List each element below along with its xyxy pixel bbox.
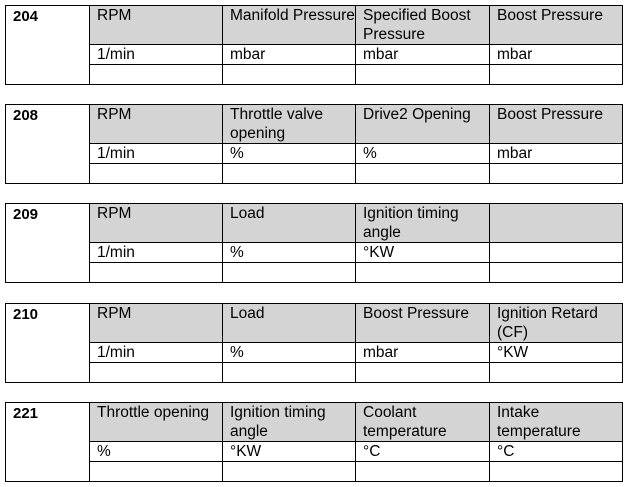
header-cell: Manifold Pressure bbox=[223, 6, 356, 45]
header-row bbox=[6, 204, 623, 243]
value-cell bbox=[223, 65, 356, 85]
header-cell: Boost Pressure bbox=[356, 304, 490, 343]
unit-row bbox=[6, 343, 623, 363]
measurement-group-table bbox=[5, 303, 623, 383]
unit-cell: 1/min bbox=[90, 243, 223, 263]
unit-cell bbox=[490, 243, 623, 263]
unit-cell: % bbox=[223, 144, 356, 164]
header-cell: RPM bbox=[90, 105, 223, 144]
value-cell bbox=[90, 363, 223, 383]
header-row bbox=[6, 403, 623, 442]
header-row bbox=[6, 6, 623, 45]
measurement-group-table bbox=[5, 104, 623, 184]
unit-cell: °KW bbox=[223, 442, 356, 462]
unit-cell: % bbox=[223, 343, 356, 363]
header-cell: Ignition timing angle bbox=[223, 403, 356, 442]
value-cell bbox=[356, 462, 490, 482]
group-id: 221 bbox=[6, 403, 90, 482]
header-cell: Load bbox=[223, 304, 356, 343]
value-cell bbox=[90, 65, 223, 85]
header-cell: Load bbox=[223, 204, 356, 243]
measurement-group-table bbox=[5, 5, 623, 85]
header-cell: Drive2 Opening bbox=[356, 105, 490, 144]
value-cell bbox=[356, 363, 490, 383]
unit-cell: °C bbox=[356, 442, 490, 462]
measurement-group-table bbox=[5, 402, 623, 482]
value-cell bbox=[490, 462, 623, 482]
unit-row bbox=[6, 45, 623, 65]
header-cell: RPM bbox=[90, 6, 223, 45]
unit-cell: 1/min bbox=[90, 144, 223, 164]
value-cell bbox=[490, 263, 623, 283]
unit-row bbox=[6, 442, 623, 462]
value-cell bbox=[223, 462, 356, 482]
unit-cell: mbar bbox=[356, 343, 490, 363]
header-row bbox=[6, 304, 623, 343]
value-cell bbox=[490, 164, 623, 184]
unit-cell: °C bbox=[490, 442, 623, 462]
value-cell bbox=[223, 263, 356, 283]
header-cell bbox=[490, 204, 623, 243]
value-row bbox=[6, 164, 623, 184]
unit-cell: mbar bbox=[490, 144, 623, 164]
header-row bbox=[6, 105, 623, 144]
header-cell: RPM bbox=[90, 204, 223, 243]
header-cell: Throttle valve opening bbox=[223, 105, 356, 144]
value-row bbox=[6, 462, 623, 482]
unit-cell: % bbox=[90, 442, 223, 462]
value-cell bbox=[490, 363, 623, 383]
value-cell bbox=[356, 164, 490, 184]
header-cell: Boost Pressure bbox=[490, 105, 623, 144]
group-id: 208 bbox=[6, 105, 90, 184]
group-id: 209 bbox=[6, 204, 90, 283]
unit-cell: mbar bbox=[490, 45, 623, 65]
header-cell: Intake temperature bbox=[490, 403, 623, 442]
value-cell bbox=[356, 65, 490, 85]
header-cell: Specified Boost Pressure bbox=[356, 6, 490, 45]
unit-cell: mbar bbox=[223, 45, 356, 65]
header-cell: Ignition Retard (CF) bbox=[490, 304, 623, 343]
value-cell bbox=[223, 363, 356, 383]
unit-row bbox=[6, 243, 623, 263]
unit-cell: °KW bbox=[356, 243, 490, 263]
header-cell: Coolant temperature bbox=[356, 403, 490, 442]
unit-cell: 1/min bbox=[90, 45, 223, 65]
unit-cell: 1/min bbox=[90, 343, 223, 363]
value-cell bbox=[223, 164, 356, 184]
unit-cell: % bbox=[356, 144, 490, 164]
value-cell bbox=[90, 462, 223, 482]
header-cell: Boost Pressure bbox=[490, 6, 623, 45]
unit-cell: mbar bbox=[356, 45, 490, 65]
value-cell bbox=[90, 263, 223, 283]
unit-cell: % bbox=[223, 243, 356, 263]
value-row bbox=[6, 363, 623, 383]
value-cell bbox=[356, 263, 490, 283]
header-cell: Ignition timing angle bbox=[356, 204, 490, 243]
value-cell bbox=[490, 65, 623, 85]
value-cell bbox=[90, 164, 223, 184]
group-id: 204 bbox=[6, 6, 90, 85]
group-id: 210 bbox=[6, 304, 90, 383]
unit-cell: °KW bbox=[490, 343, 623, 363]
measurement-group-table bbox=[5, 203, 623, 283]
value-row bbox=[6, 65, 623, 85]
unit-row bbox=[6, 144, 623, 164]
value-row bbox=[6, 263, 623, 283]
header-cell: RPM bbox=[90, 304, 223, 343]
header-cell: Throttle opening bbox=[90, 403, 223, 442]
